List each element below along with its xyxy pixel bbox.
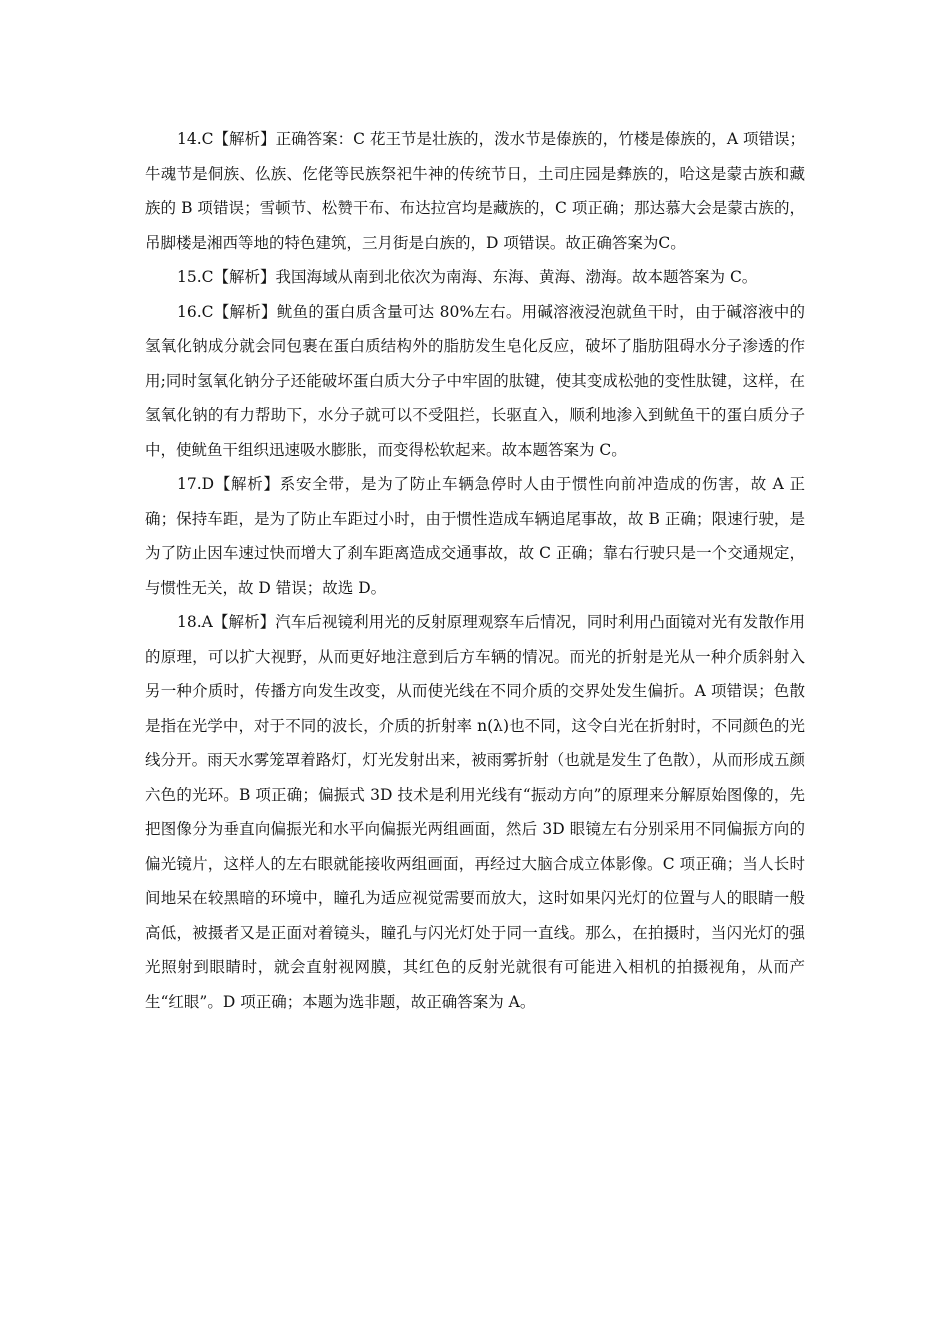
- explanation-q15: 15.C【解析】我国海域从南到北依次为南海、东海、黄海、渤海。故本题答案为 C。: [177, 268, 758, 286]
- explanation-q14: 14.C【解析】正确答案：C 花王节是壮族的，泼水节是傣族的，竹楼是傣族的，A 项错误；牛魂节是侗族、仫族、仡佬等民族祭祀牛神的传统节日，土司庄园是彝族的，哈这是蒙古族和藏族的 B 项错误；雪顿节、松赞干布、布达拉宫均是藏族的，C 项正确；那达慕大会是蒙古族的，吊脚楼是湘西等地的特色建筑，三月街是白族的，D 项错误。故正确答案为C。: [145, 130, 805, 252]
- explanation-q17: 17.D【解析】系安全带，是为了防止车辆急停时人由于惯性向前冲造成的伤害，故 A 正确；保持车距，是为了防止车距过小时，由于惯性造成车辆追尾事故，故 B 正确；限速行驶，是为了防止因车速过快而增大了刹车距离造成交通事故，故 C 正确；靠右行驶只是一个交通规定，与惯性无关，故 D 错误；故选 D。: [145, 475, 805, 597]
- answer-explanations: [145, 122, 805, 1019]
- explanation-q18: 18.A【解析】汽车后视镜利用光的反射原理观察车后情况，同时利用凸面镜对光有发散作用的原理，可以扩大视野，从而更好地注意到后方车辆的情况。而光的折射是光从一种介质斜射入另一种介质时，传播方向发生改变，从而使光线在不同介质的交界处发生偏折。A 项错误；色散是指在光学中，对于不同的波长，介质的折射率 n(λ)也不同，这令白光在折射时，不同颜色的光线分开。雨天水雾笼罩着路灯，灯光发射出来，被雨雾折射（也就是发生了色散），从而形成五颜六色的光环。B 项正确；偏振式 3D 技术是利用光线有“振动方向”的原理来分解原始图像的，先把图像分为垂直向偏振光和水平向偏振光两组画面，然后 3D 眼镜左右分别采用不同偏振方向的偏光镜片，这样人的左右眼就能接收两组画面，再经过大脑合成立体影像。C 项正确；当人长时间地呆在较黑暗的环境中，瞳孔为适应视觉需要而放大，这时如果闪光灯的位置与人的眼睛一般高低，被摄者又是正面对着镜头，瞳孔与闪光灯处于同一直线。那么，在拍摄时，当闪光灯的强光照射到眼睛时，就会直射视网膜，其红色的反射光就很有可能进入相机的拍摄视角，从而产生“红眼”。D 项正确；本题为选非题，故正确答案为 A。: [145, 613, 805, 1011]
- explanation-q16: 16.C【解析】鱿鱼的蛋白质含量可达 80%左右。用碱溶液浸泡就鱼干时，由于碱溶液中的氢氧化钠成分就会同包裹在蛋白质结构外的脂肪发生皂化反应，破坏了脂肪阻碍水分子渗透的作用;同时氢氧化钠分子还能破坏蛋白质大分子中牢固的肽键，使其变成松弛的变性肽键，这样，在氢氧化钠的有力帮助下，水分子就可以不受阻拦，长驱直入，顺利地渗入到鱿鱼干的蛋白质分子中，使鱿鱼干组织迅速吸水膨胀，而变得松软起来。故本题答案为 C。: [145, 302, 805, 459]
